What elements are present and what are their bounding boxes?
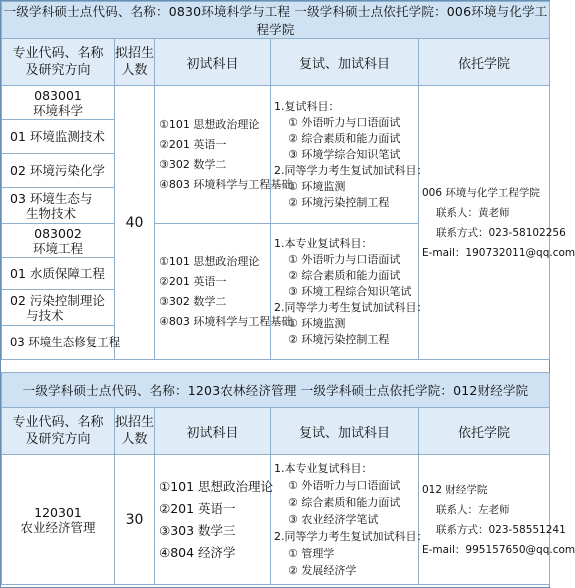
program-item: 03 环境生态修复工程	[2, 326, 115, 360]
college-info: 012 财经学院 联系人：左老师 联系方式：023-58551241 E-mail：995157650@qq.com	[419, 455, 550, 585]
retest-subjects: 1.本专业复试科目： ① 外语听力与口语面试 ② 综合素质和能力面试 ③ 农业经济学笔试 2.同等学力考生复试加试科目： ① 管理学 ② 发展经济学	[271, 455, 419, 585]
program-item: 01 水质保障工程	[2, 258, 115, 290]
header-retest: 复试、加试科目	[271, 39, 419, 86]
header-program: 专业代码、名称 及研究方向	[2, 408, 115, 455]
section2-header-row	[2, 408, 550, 455]
quota-value: 30	[115, 455, 155, 585]
header-program: 专业代码、名称 及研究方向	[2, 39, 115, 86]
initial-subjects-b: ①101 思想政治理论 ②201 英语一 ③302 数学二 ④803 环境科学与工程基础	[155, 224, 271, 360]
section-environment	[1, 1, 575, 360]
quota-value: 40	[115, 86, 155, 360]
retest-subjects-b: 1.本专业复试科目： ① 外语听力与口语面试 ② 综合素质和能力面试 ③ 环境工程综合知识笔试 2.同等学力考生复试加试科目： ① 环境监测 ② 环境污染控制工程	[271, 224, 419, 360]
section2-banner: 一级学科硕士点代码、名称：1203农林经济管理 一级学科硕士点依托学院：012财经学院	[2, 373, 550, 408]
header-college: 依托学院	[419, 408, 550, 455]
header-retest: 复试、加试科目	[271, 408, 419, 455]
section-agri-economics	[1, 372, 575, 585]
section1-banner: 一级学科硕士点代码、名称：0830环境科学与工程 一级学科硕士点依托学院：006环境与化学工程学院	[2, 2, 550, 39]
section1-header-row	[2, 39, 550, 86]
program-item: 083001 环境科学	[2, 86, 115, 120]
header-quota: 拟招生 人数	[115, 39, 155, 86]
program-item: 083002 环境工程	[2, 224, 115, 258]
college-info: 006 环境与化学工程学院 联系人：黄老师 联系方式：023-58102256 E-mail：190732011@qq.com	[419, 86, 550, 360]
header-college: 依托学院	[419, 39, 550, 86]
program-item: 02 环境污染化学	[2, 154, 115, 188]
initial-subjects-a: ①101 思想政治理论 ②201 英语一 ③302 数学二 ④803 环境科学与工程基础	[155, 86, 271, 224]
initial-subjects: ①101 思想政治理论 ②201 英语一 ③303 数学三 ④804 经济学	[155, 455, 271, 585]
program-item: 02 污染控制理论 与技术	[2, 290, 115, 326]
retest-subjects-a: 1.复试科目： ① 外语听力与口语面试 ② 综合素质和能力面试 ③ 环境学综合知识笔试 2.同等学力考生复试加试科目： ① 环境监测 ② 环境污染控制工程	[271, 86, 419, 224]
header-initial: 初试科目	[155, 408, 271, 455]
program-item: 01 环境监测技术	[2, 120, 115, 154]
program-item: 120301 农业经济管理	[2, 455, 115, 585]
program-item: 03 环境生态与 生物技术	[2, 188, 115, 224]
section-gap	[1, 360, 549, 372]
header-initial: 初试科目	[155, 39, 271, 86]
header-quota: 拟招生 人数	[115, 408, 155, 455]
